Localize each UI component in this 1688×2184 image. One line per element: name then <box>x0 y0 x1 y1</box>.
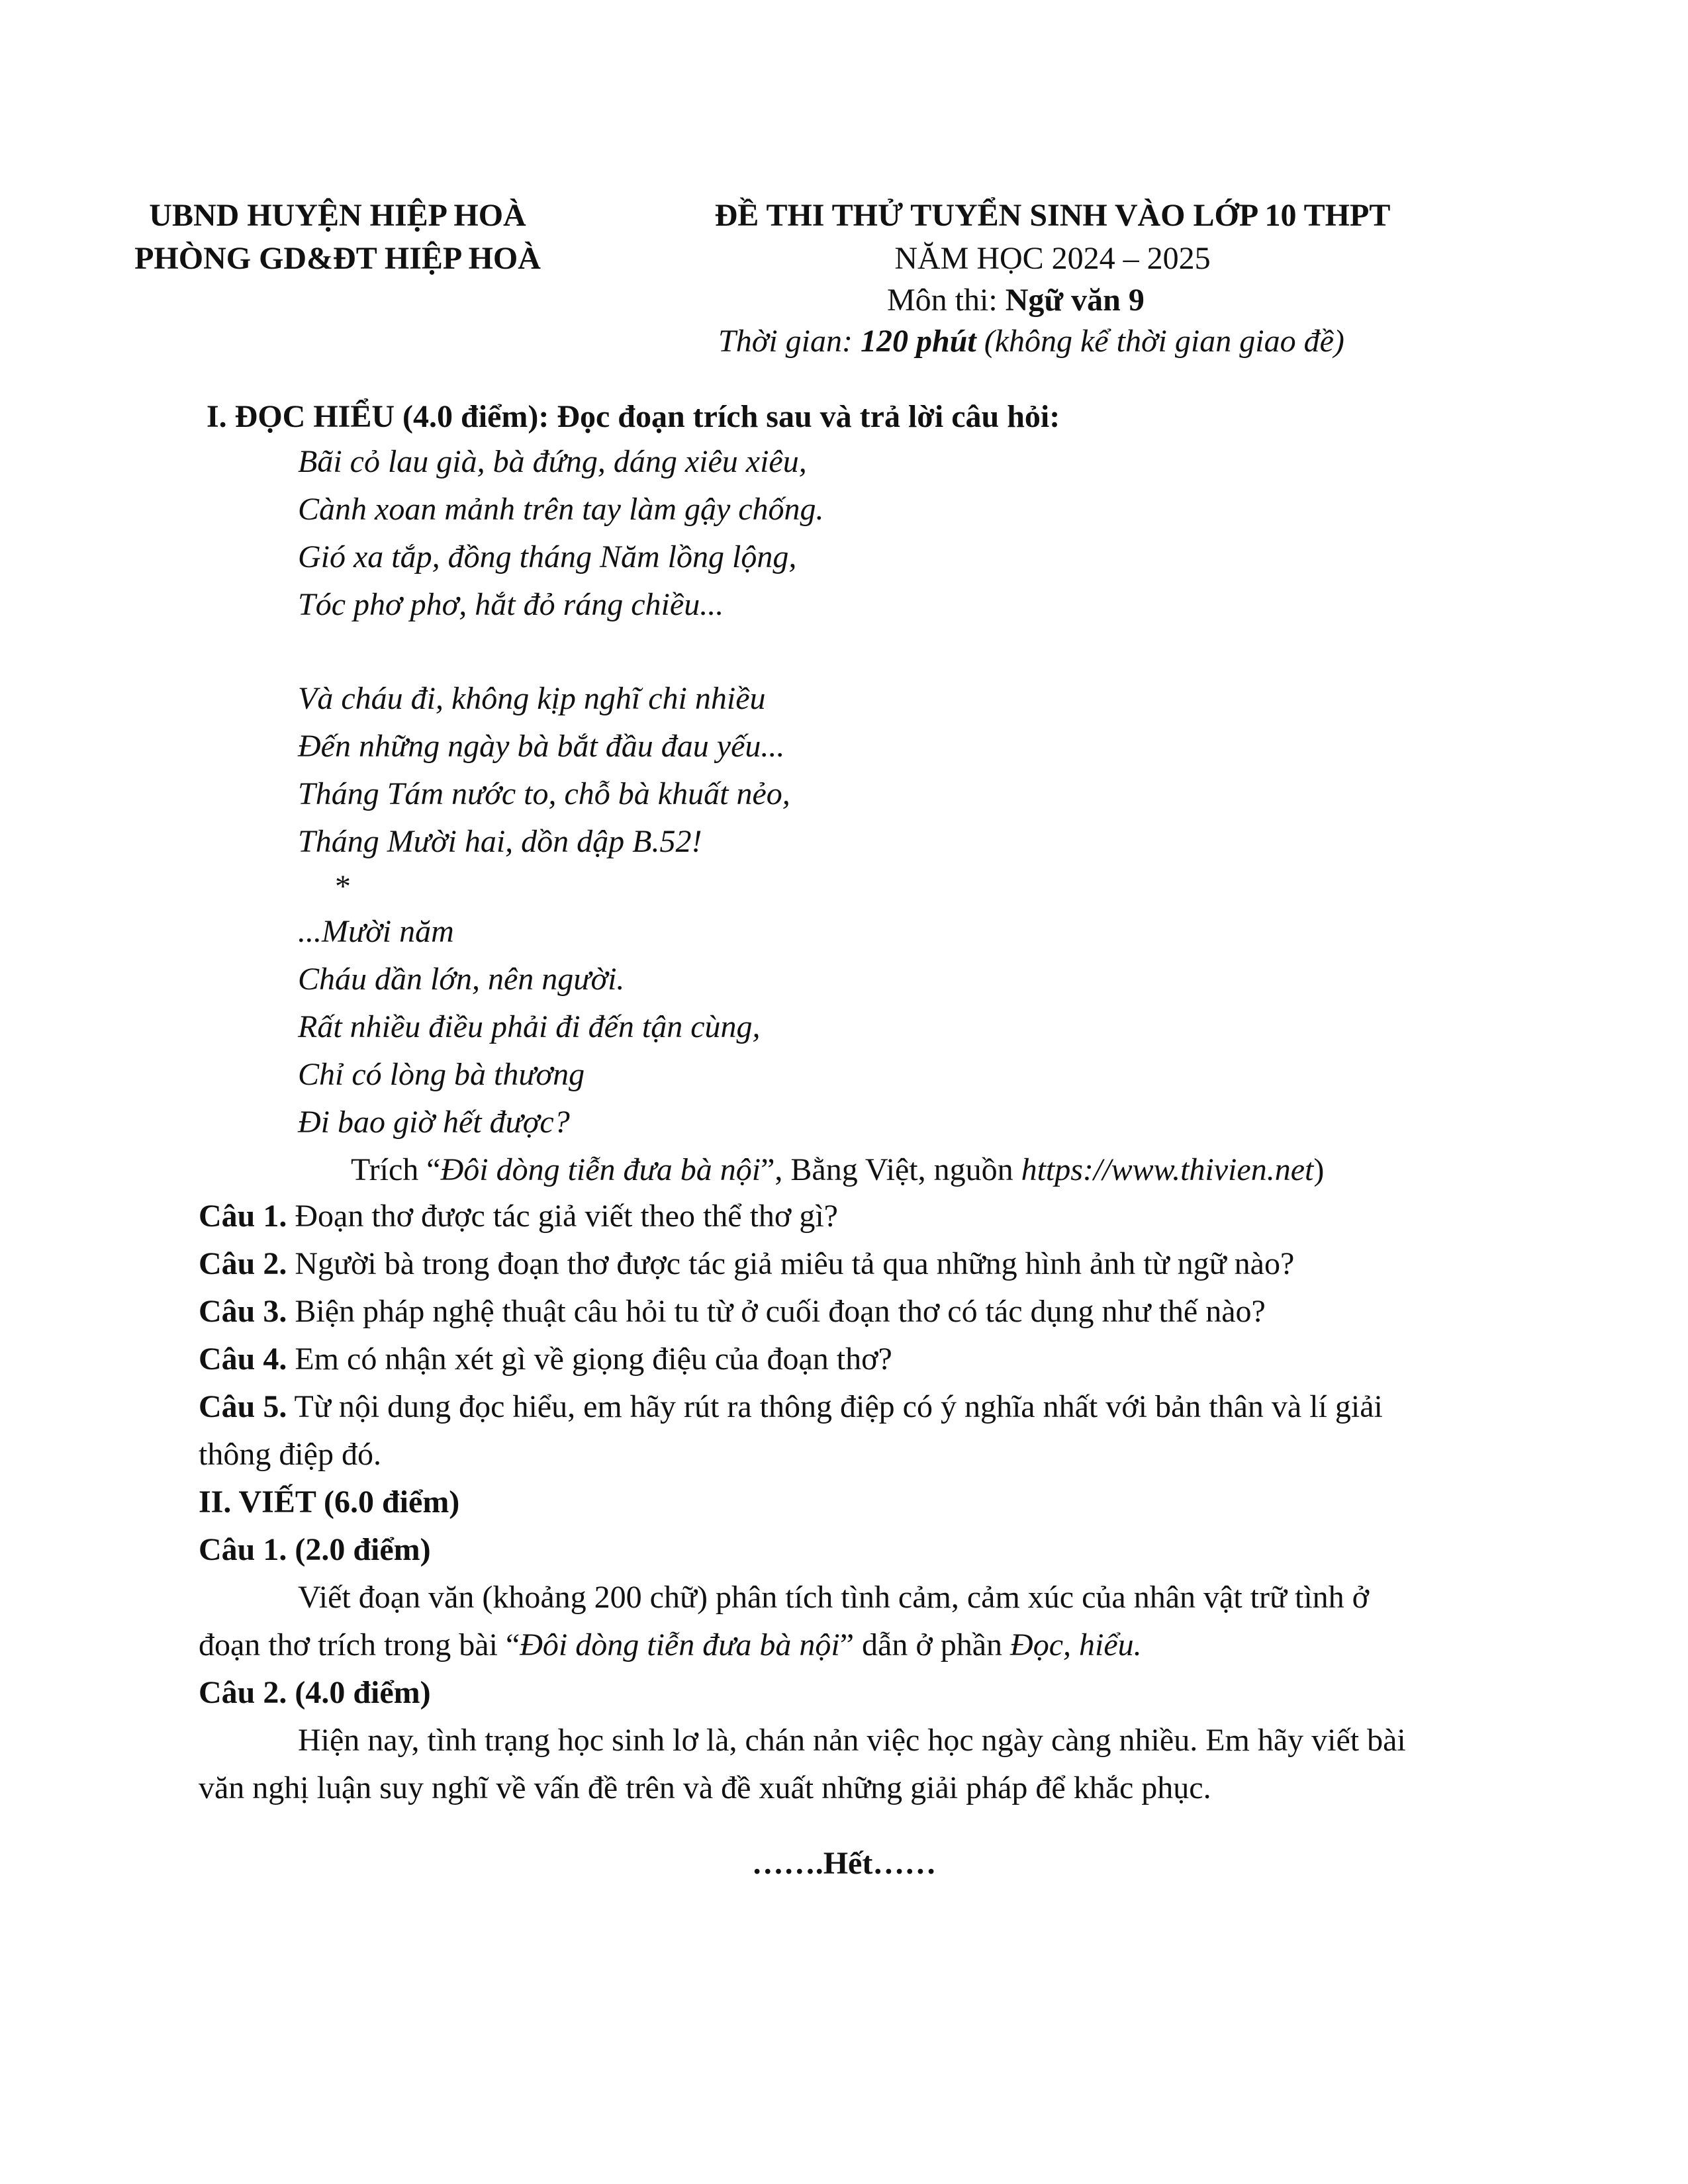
source-url: https://www.thivien.net <box>1021 1152 1314 1187</box>
poem-line: Cháu dần lớn, nên người. <box>298 962 625 997</box>
question-5-cont: thông điệp đó. <box>199 1437 381 1472</box>
poem-line: Và cháu đi, không kịp nghĩ chi nhiều <box>298 681 766 716</box>
org-line2: PHÒNG GD&ĐT HIỆP HOÀ <box>134 241 541 276</box>
poem <box>298 445 1357 1140</box>
org-line1: UBND HUYỆN HIỆP HOÀ <box>149 198 526 233</box>
school-year: NĂM HỌC 2024 – 2025 <box>894 241 1211 276</box>
question-5: Câu 5. Từ nội dung đọc hiểu, em hãy rút ra thông điệp có ý nghĩa nhất với bản thân và lí giải <box>199 1389 1383 1424</box>
time-value: 120 phút <box>860 324 976 359</box>
poem-line: Tháng Mười hai, dồn dập B.52! <box>298 824 702 859</box>
section-ref: Đọc, hiểu. <box>1010 1627 1142 1662</box>
question-1: Câu 1. Đoạn thơ được tác giả viết theo thể thơ gì? <box>199 1199 838 1234</box>
question-4: Câu 4. Em có nhận xét gì về giọng điệu của đoạn thơ? <box>199 1342 892 1377</box>
poem-line: Rất nhiều điều phải đi đến tận cùng, <box>298 1009 761 1044</box>
time-line: Thời gian: 120 phút (không kể thời gian giao đề) <box>718 324 1344 359</box>
poem-line: Tháng Tám nước to, chỗ bà khuất nẻo, <box>298 776 790 811</box>
writing-q1-heading: Câu 1. (2.0 điểm) <box>199 1532 431 1567</box>
writing-q1-line1: Viết đoạn văn (khoảng 200 chữ) phân tích tình cảm, cảm xúc của nhân vật trữ tình ở <box>298 1580 1370 1615</box>
poem-source: Trích “Đôi dòng tiễn đưa bà nội”, Bằng Việt, nguồn https://www.thivien.net) <box>351 1152 1325 1187</box>
poem-line: Tóc phơ phơ, hắt đỏ ráng chiều... <box>298 587 724 622</box>
writing-q1-line2: đoạn thơ trích trong bài “Đôi dòng tiễn đưa bà nội” dẫn ở phần Đọc, hiểu. <box>199 1627 1142 1662</box>
poem-line: Cành xoan mảnh trên tay làm gậy chống. <box>298 492 824 527</box>
exam-title: ĐỀ THI THỬ TUYỂN SINH VÀO LỚP 10 THPT <box>714 198 1391 233</box>
work-title: Đôi dòng tiễn đưa bà nội <box>520 1627 840 1662</box>
subject-line: Môn thi: Ngữ văn 9 <box>887 283 1145 318</box>
poem-line: ...Mười năm <box>298 914 454 949</box>
poem-line: Đi bao giờ hết được? <box>298 1105 570 1140</box>
poem-line: Gió xa tắp, đồng tháng Năm lồng lộng, <box>298 539 797 574</box>
poem-line: Chỉ có lòng bà thương <box>298 1057 585 1092</box>
source-work-title: Đôi dòng tiễn đưa bà nội <box>440 1152 761 1187</box>
writing-q2-heading: Câu 2. (4.0 điểm) <box>199 1675 431 1710</box>
poem-line: Bãi cỏ lau già, bà đứng, dáng xiêu xiêu, <box>298 444 807 479</box>
poem-line: Đến những ngày bà bắt đầu đau yếu... <box>298 729 785 764</box>
subject-value: Ngữ văn 9 <box>1005 283 1145 318</box>
question-2: Câu 2. Người bà trong đoạn thơ được tác giả miêu tả qua những hình ảnh từ ngữ nào? <box>199 1246 1295 1281</box>
writing-q2-line2: văn nghị luận suy nghĩ về vấn đề trên và đề xuất những giải pháp để khắc phục. <box>199 1770 1211 1805</box>
part1-heading: I. ĐỌC HIỂU (4.0 điểm): Đọc đoạn trích sau và trả lời câu hỏi: <box>207 399 1060 434</box>
part2-heading: II. VIẾT (6.0 điểm) <box>199 1484 460 1520</box>
question-3: Câu 3. Biện pháp nghệ thuật câu hỏi tu từ ở cuối đoạn thơ có tác dụng như thế nào? <box>199 1294 1266 1329</box>
writing-q2-line1: Hiện nay, tình trạng học sinh lơ là, chán nản việc học ngày càng nhiều. Em hãy viết bài <box>298 1723 1406 1758</box>
end-marker: …….Hết…… <box>751 1846 937 1881</box>
stanza-separator: * <box>335 869 351 904</box>
